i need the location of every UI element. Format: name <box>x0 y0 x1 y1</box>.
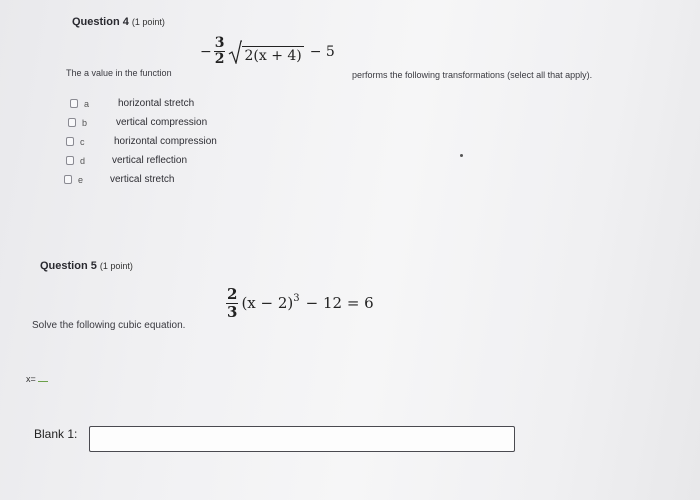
question-4-label: Question 4 <box>72 16 129 28</box>
option-letter: e <box>78 174 84 185</box>
checkbox-icon[interactable] <box>64 175 72 184</box>
answer-prefix <box>26 374 48 384</box>
option-label: vertical compression <box>116 117 208 128</box>
eq-fraction <box>226 286 238 320</box>
option-a[interactable] <box>70 98 194 109</box>
expr-radicand: 2(x + 4) <box>244 47 302 64</box>
option-label: horizontal compression <box>114 136 217 147</box>
option-label: vertical stretch <box>110 174 175 185</box>
question-4-points: (1 point) <box>131 17 165 27</box>
expr-sqrt <box>228 40 303 64</box>
option-label: horizontal stretch <box>118 98 195 109</box>
radical-sign-icon <box>228 40 242 64</box>
question-5-prompt: Solve the following cubic equation. <box>32 320 186 331</box>
eq-tail: − 12 = 6 <box>305 294 374 312</box>
checkbox-icon[interactable] <box>68 118 76 127</box>
question-4-prompt-before: The a value in the function <box>66 68 172 78</box>
eq-exponent: 3 <box>293 292 300 304</box>
question-5-equation <box>226 286 374 320</box>
stray-dot <box>460 154 463 157</box>
eq-frac-den: 3 <box>227 302 238 321</box>
option-e[interactable] <box>64 174 174 185</box>
question-4-prompt-after: performs the following transformations (select all that apply). <box>352 70 593 80</box>
blank-1-label: Blank 1: <box>34 427 78 441</box>
question-5-points: (1 point) <box>99 261 133 271</box>
expr-frac-den: 2 <box>214 51 225 68</box>
question-5-title <box>40 260 133 272</box>
checkbox-icon[interactable] <box>66 137 74 146</box>
option-letter: c <box>80 136 85 147</box>
option-letter: b <box>82 117 88 128</box>
expr-tail: − 5 <box>309 43 335 60</box>
expr-sign: − <box>200 43 212 60</box>
checkbox-icon[interactable] <box>66 156 74 165</box>
question-5-label: Question 5 <box>40 260 97 272</box>
question-4-function-expression <box>200 36 335 68</box>
option-c[interactable] <box>66 136 217 147</box>
blank-1-input[interactable] <box>89 426 515 452</box>
answer-blank-underline <box>38 381 48 382</box>
option-label: vertical reflection <box>112 155 188 166</box>
option-letter: a <box>84 98 90 109</box>
checkbox-icon[interactable] <box>70 99 78 108</box>
option-b[interactable] <box>68 117 207 128</box>
eq-frac-num: 2 <box>227 285 238 303</box>
answer-prefix-text: x= <box>26 374 36 384</box>
option-d[interactable] <box>66 155 187 166</box>
option-letter: d <box>80 155 86 166</box>
eq-body: (x − 2) <box>241 294 294 312</box>
question-4-title <box>72 16 165 28</box>
expr-fraction <box>214 36 226 68</box>
expr-frac-num: 3 <box>214 35 225 51</box>
